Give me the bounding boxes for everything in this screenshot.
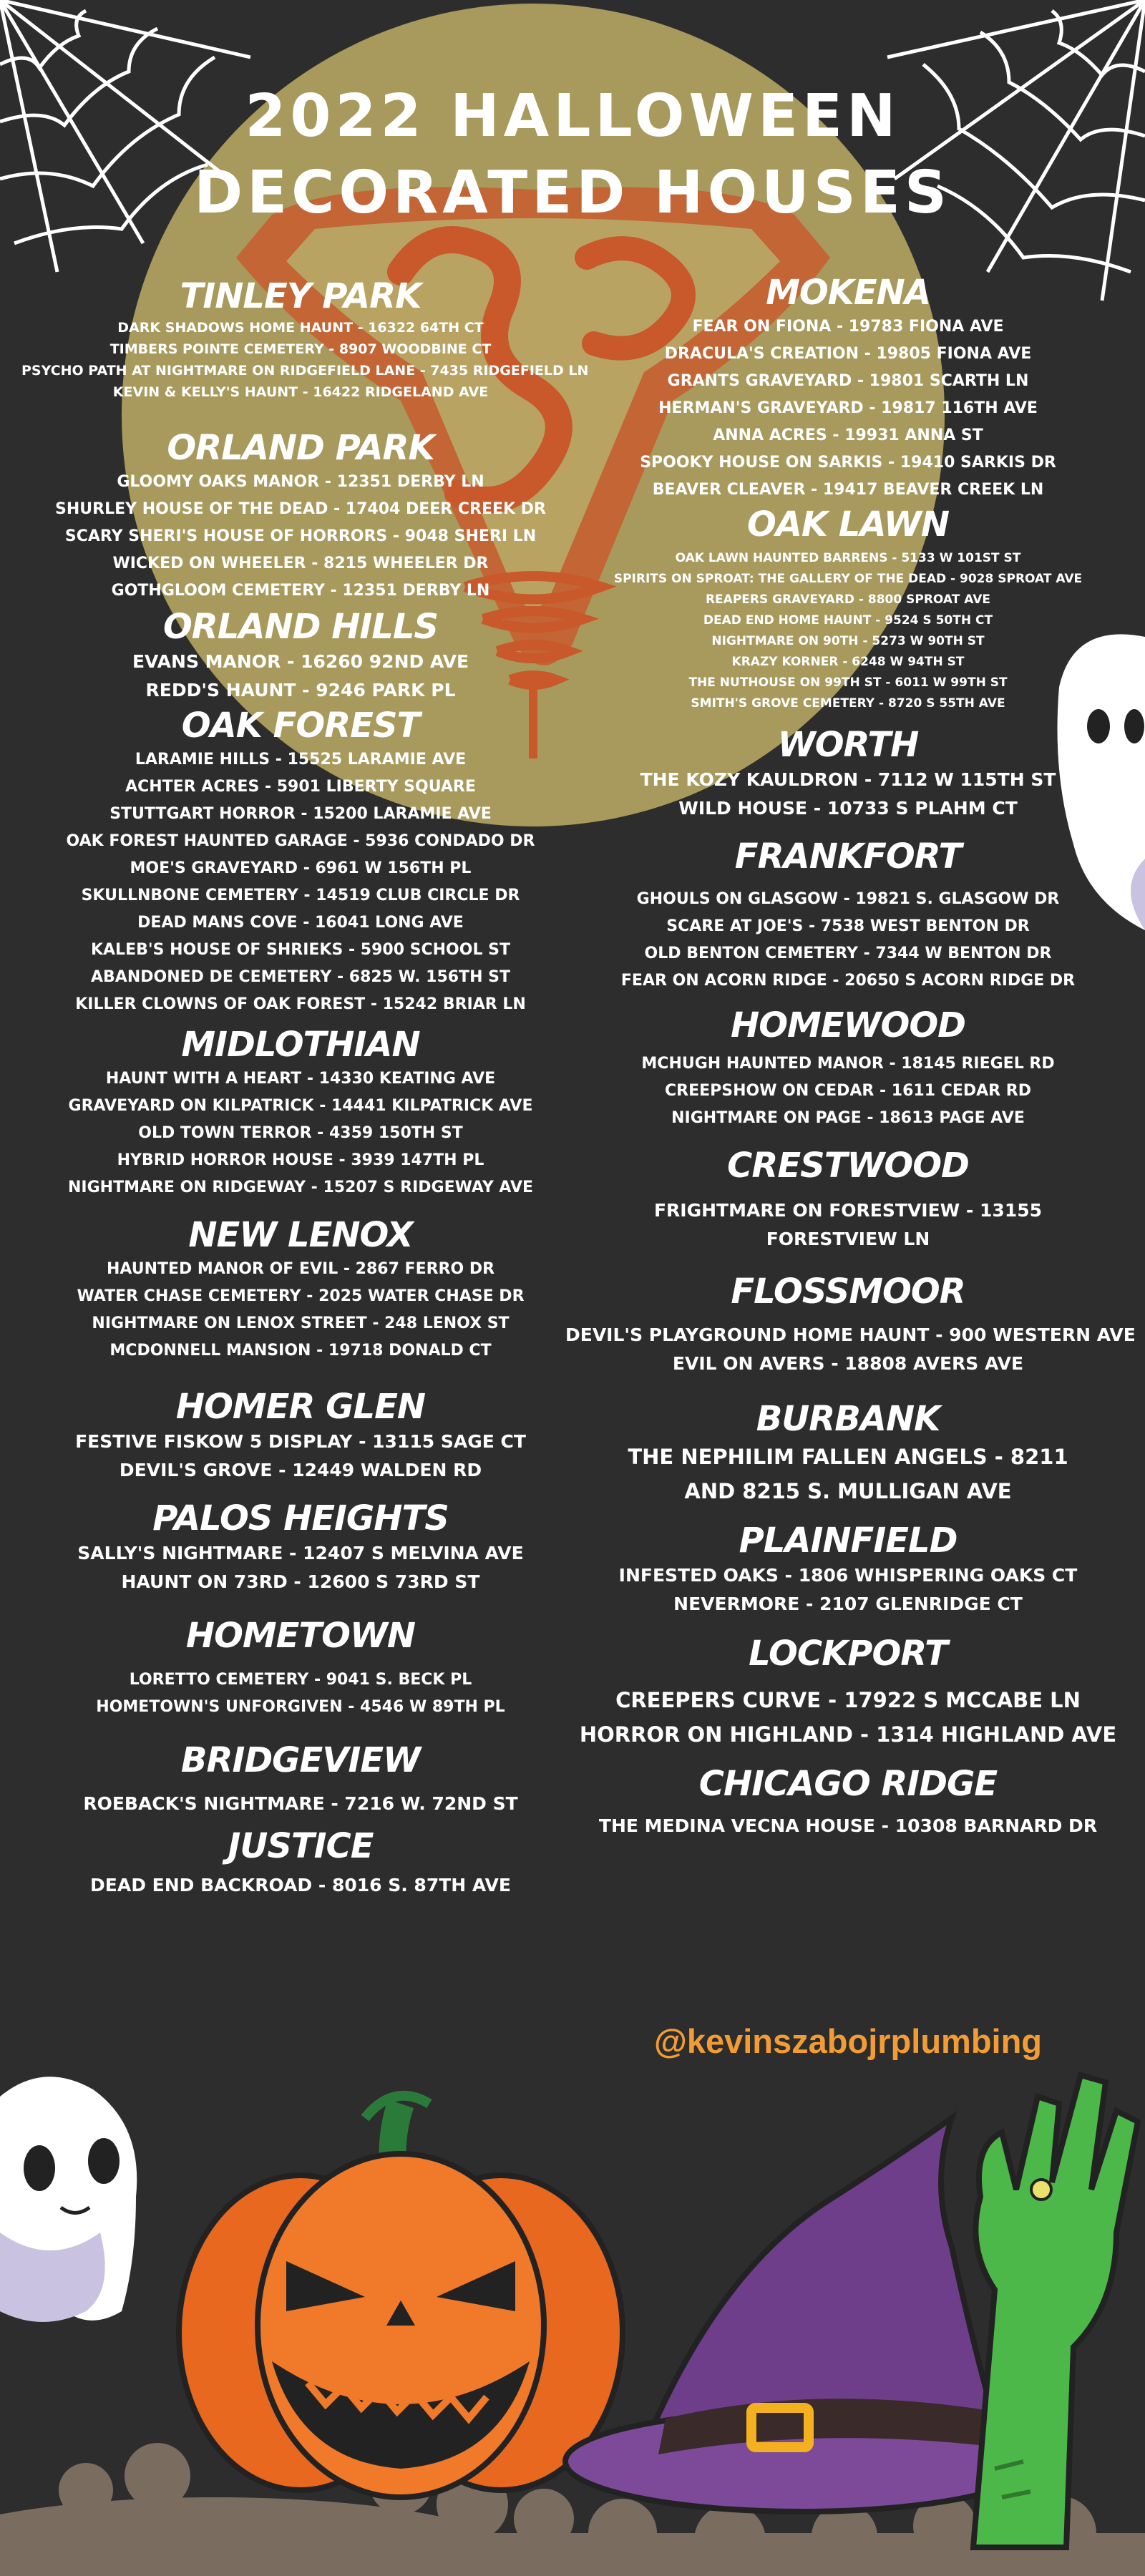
list-item: NIGHTMARE ON 90TH - 5273 W 90TH ST — [711, 634, 985, 648]
section-plainfield — [565, 1520, 1131, 1619]
list-item: NEVERMORE - 2107 GLENRIDGE CT — [673, 1594, 1023, 1614]
list-item: EVANS MANOR - 16260 92ND AVE — [132, 651, 469, 672]
left-column — [21, 275, 589, 1900]
list-item: FESTIVE FISKOW 5 DISPLAY - 13115 SAGE CT — [75, 1431, 526, 1452]
list-item: NIGHTMARE ON RIDGEWAY - 15207 S RIDGEWAY AVE — [68, 1179, 533, 1196]
list-item: OLD TOWN TERROR - 4359 150TH ST — [138, 1124, 463, 1142]
list-item: SCARE AT JOE'S - 7538 WEST BENTON DR — [666, 917, 1030, 935]
list-item: OAK LAWN HAUNTED BARRENS - 5133 W 101ST ST — [675, 551, 1021, 565]
section-homewood — [565, 1005, 1131, 1132]
list-item: SMITH'S GROVE CEMETERY - 8720 S 55TH AVE — [691, 696, 1005, 711]
list-item: KILLER CLOWNS OF OAK FOREST - 15242 BRIAR LN — [75, 995, 526, 1013]
list-item: NIGHTMARE ON LENOX STREET - 248 LENOX ST — [92, 1314, 510, 1332]
list-item: SKULLNBONE CEMETERY - 14519 CLUB CIRCLE DR — [81, 887, 520, 904]
section-title: CHICAGO RIDGE — [698, 1764, 998, 1804]
list-item: LARAMIE HILLS - 15525 LARAMIE AVE — [135, 751, 467, 769]
list-item: WILD HOUSE - 10733 S PLAHM CT — [678, 798, 1018, 819]
section-title: JUSTICE — [228, 1826, 374, 1866]
section-title: BRIDGEVIEW — [180, 1740, 421, 1780]
section-title: FLOSSMOOR — [731, 1272, 965, 1312]
section-crestwood — [565, 1145, 1131, 1254]
section-new-lenox — [21, 1214, 580, 1365]
section-title: WORTH — [777, 725, 919, 765]
list-item: INFESTED OAKS - 1806 WHISPERING OAKS CT — [618, 1565, 1078, 1586]
section-title: MIDLOTHIAN — [181, 1025, 420, 1065]
list-item: THE NEPHILIM FALLEN ANGELS - 8211 AND 8215 S. MULLIGAN AVE — [628, 1445, 1068, 1503]
list-item: REAPERS GRAVEYARD - 8800 SPROAT AVE — [705, 592, 991, 607]
list-item: SPIRITS ON SPROAT: THE GALLERY OF THE DEAD - 9028 SPROAT AVE — [613, 572, 1083, 586]
list-item: OAK FOREST HAUNTED GARAGE - 5936 CONDADO DR — [66, 832, 535, 850]
list-item: ABANDONED DE CEMETERY - 6825 W. 156TH ST — [91, 968, 510, 986]
list-item: GLOOMY OAKS MANOR - 12351 DERBY LN — [117, 473, 484, 491]
section-title: HOMETOWN — [185, 1616, 416, 1656]
section-title: PLAINFIELD — [739, 1521, 958, 1561]
list-item: KRAZY KORNER - 6248 W 94TH ST — [731, 655, 965, 669]
list-item: KEVIN & KELLY'S HAUNT - 16422 RIDGELAND AVE — [112, 384, 489, 400]
section-title: FRANKFORT — [734, 836, 962, 877]
list-item: ROEBACK'S NIGHTMARE - 7216 W. 72ND ST — [83, 1793, 518, 1814]
list-item: CREEPERS CURVE - 17922 S MCCABE LN — [615, 1688, 1081, 1712]
list-item: DEAD END BACKROAD - 8016 S. 87TH AVE — [90, 1875, 511, 1896]
section-mokena — [565, 272, 1131, 504]
list-item: LORETTO CEMETERY - 9041 S. BECK PL — [129, 1671, 472, 1689]
list-item: GHOULS ON GLASGOW - 19821 S. GLASGOW DR — [636, 890, 1060, 908]
section-frankfort — [565, 836, 1131, 995]
list-item: GRAVEYARD ON KILPATRICK - 14441 KILPATRICK AVE — [68, 1097, 533, 1115]
list-item: HERMAN'S GRAVEYARD - 19817 116TH AVE — [658, 399, 1038, 417]
section-title: ORLAND HILLS — [163, 607, 438, 647]
list-item: WATER CHASE CEMETERY - 2025 WATER CHASE DR — [77, 1287, 525, 1305]
social-handle[interactable]: @kevinszabojrplumbing — [653, 2022, 1042, 2060]
list-item: OLD BENTON CEMETERY - 7344 W BENTON DR — [644, 945, 1052, 962]
list-item: GRANTS GRAVEYARD - 19801 SCARTH LN — [667, 372, 1029, 390]
section-palos-heights — [21, 1498, 580, 1596]
list-item: DEAD END HOME HAUNT - 9524 S 50TH CT — [703, 613, 993, 628]
section-title: ORLAND PARK — [167, 428, 434, 468]
list-item: STUTTGART HORROR - 15200 LARAMIE AVE — [109, 805, 492, 823]
title-line-1: 2022 HALLOWEEN — [245, 82, 900, 150]
list-item: HOMETOWN'S UNFORGIVEN - 4546 W 89TH PL — [96, 1698, 505, 1716]
section-title: HOMER GLEN — [175, 1387, 426, 1427]
title-line-2: DECORATED HOUSES — [194, 159, 951, 227]
list-item: MCDONNELL MANSION - 19718 DONALD CT — [109, 1342, 492, 1360]
list-item: THE MEDINA VECNA HOUSE - 10308 BARNARD DR — [598, 1815, 1098, 1836]
list-item: FEAR ON ACORN RIDGE - 20650 S ACORN RIDGE DR — [620, 972, 1076, 990]
right-column — [565, 272, 1136, 1840]
section-justice — [21, 1825, 580, 1900]
list-item: THE KOZY KAULDRON - 7112 W 115TH ST — [640, 769, 1056, 790]
list-item: HAUNT WITH A HEART - 14330 KEATING AVE — [105, 1070, 496, 1088]
list-item: ACHTER ACRES - 5901 LIBERTY SQUARE — [125, 778, 476, 796]
section-lockport — [565, 1633, 1131, 1752]
section-title: OAK LAWN — [746, 504, 950, 545]
section-title: CRESTWOOD — [727, 1146, 969, 1186]
list-item: DARK SHADOWS HOME HAUNT - 16322 64TH CT — [117, 320, 484, 336]
section-midlothian — [21, 1024, 580, 1201]
spider-web-icon — [887, 0, 1145, 301]
section-worth — [565, 724, 1131, 823]
section-title: MOKENA — [766, 273, 930, 313]
list-item: GOTHGLOOM CEMETERY - 12351 DERBY LN — [111, 582, 490, 600]
section-oak-forest — [21, 705, 580, 1018]
list-item: SHURLEY HOUSE OF THE DEAD - 17404 DEER CREEK DR — [55, 500, 546, 518]
section-hometown — [21, 1615, 580, 1721]
list-item: DEVIL'S GROVE - 12449 WALDEN RD — [119, 1460, 482, 1480]
section-title: HOMEWOOD — [731, 1005, 965, 1045]
section-title: NEW LENOX — [188, 1215, 413, 1255]
section-title: LOCKPORT — [749, 1634, 947, 1674]
list-item: KALEB'S HOUSE OF SHRIEKS - 5900 SCHOOL ST — [90, 941, 510, 959]
list-item: DEAD MANS COVE - 16041 LONG AVE — [137, 914, 464, 932]
section-homer-glen — [21, 1386, 580, 1485]
list-item: ANNA ACRES - 19931 ANNA ST — [713, 426, 983, 444]
list-item: EVIL ON AVERS - 18808 AVERS AVE — [672, 1353, 1024, 1374]
list-item: DEVIL'S PLAYGROUND HOME HAUNT - 900 WESTERN AVE — [565, 1324, 1136, 1345]
section-flossmoor — [565, 1271, 1136, 1378]
section-burbank — [565, 1398, 1131, 1508]
list-item: NIGHTMARE ON PAGE - 18613 PAGE AVE — [671, 1109, 1025, 1127]
list-item: SALLY'S NIGHTMARE - 12407 S MELVINA AVE — [77, 1543, 524, 1563]
section-title: PALOS HEIGHTS — [152, 1498, 449, 1538]
zombie-hand-icon — [973, 2075, 1138, 2547]
witch-hat-icon — [565, 2118, 1038, 2512]
list-item: SPOOKY HOUSE ON SARKIS - 19410 SARKIS DR — [640, 454, 1056, 472]
list-item: TIMBERS POINTE CEMETERY - 8907 WOODBINE CT — [109, 341, 492, 357]
list-item: FRIGHTMARE ON FORESTVIEW - 13155 FORESTVIEW LN — [653, 1200, 1043, 1249]
section-oak-lawn — [565, 504, 1131, 714]
list-item: HAUNT ON 73RD - 12600 S 73RD ST — [121, 1571, 480, 1592]
list-item: MCHUGH HAUNTED MANOR - 18145 RIEGEL RD — [641, 1055, 1055, 1073]
list-item: DRACULA'S CREATION - 19805 FIONA AVE — [664, 345, 1032, 363]
list-item: BEAVER CLEAVER - 19417 BEAVER CREEK LN — [652, 481, 1044, 499]
list-item: CREEPSHOW ON CEDAR - 1611 CEDAR RD — [665, 1082, 1031, 1100]
list-item: MOE'S GRAVEYARD - 6961 W 156TH PL — [130, 859, 472, 877]
section-orland-park — [21, 427, 580, 605]
section-tinley-park — [21, 275, 589, 403]
section-orland-hills — [21, 606, 580, 705]
section-chicago-ridge — [565, 1763, 1131, 1840]
pumpkin-icon — [179, 2096, 623, 2497]
list-item: THE NUTHOUSE ON 99TH ST - 6011 W 99TH ST — [688, 675, 1008, 690]
list-item: HYBRID HORROR HOUSE - 3939 147TH PL — [117, 1151, 484, 1169]
section-bridgeview — [21, 1740, 580, 1818]
list-item: SCARY SHERI'S HOUSE OF HORRORS - 9048 SHERI LN — [64, 527, 537, 545]
list-item: FEAR ON FIONA - 19783 FIONA AVE — [692, 318, 1004, 336]
list-item: REDD'S HAUNT - 9246 PARK PL — [145, 680, 456, 701]
ghost-icon — [0, 2077, 137, 2322]
list-item: HORROR ON HIGHLAND - 1314 HIGHLAND AVE — [579, 1722, 1117, 1747]
section-title: OAK FOREST — [181, 706, 420, 746]
list-item: PSYCHO PATH AT NIGHTMARE ON RIDGEFIELD LANE - 7435 RIDGEFIELD LN — [21, 363, 589, 379]
section-title: TINLEY PARK — [180, 276, 422, 316]
section-title: BURBANK — [756, 1399, 940, 1439]
list-item: WICKED ON WHEELER - 8215 WHEELER DR — [112, 555, 489, 572]
list-item: HAUNTED MANOR OF EVIL - 2867 FERRO DR — [106, 1260, 495, 1278]
